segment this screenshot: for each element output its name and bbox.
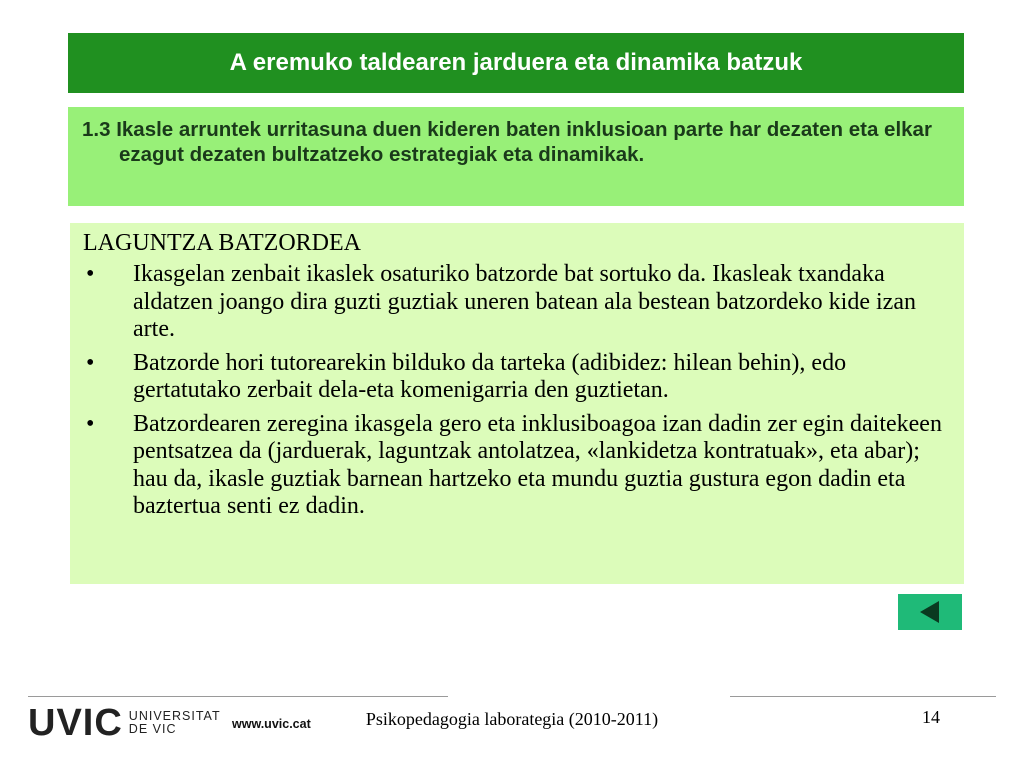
footer-divider-left: [28, 696, 448, 697]
bullet-icon: •: [86, 410, 95, 437]
content-box: [70, 223, 964, 584]
bullet-list: [83, 261, 944, 521]
bullet-icon: •: [86, 261, 95, 287]
section-subtitle-box: [68, 107, 964, 206]
page-number: 14: [922, 707, 940, 727]
logo-text: [129, 710, 221, 736]
bullet-text: Batzordearen zeregina ikasgela gero eta inklusiboagoa izan dadin zer egin daitekeen pentsatzea da (jarduerak, laguntzak antolatzea, «lankidetza kontratuak», eta abar); hau da, ikasle guztiak barnean hartzeko eta mundu guztia gustura egon dadin eta baztertua senti ez dadin.: [133, 410, 942, 519]
logo-mark: UVIC: [28, 702, 123, 744]
triangle-left-icon: [917, 599, 943, 625]
bullet-item: [83, 350, 944, 405]
bullet-item: [83, 261, 944, 344]
logo-line-1: UNIVERSITAT: [128, 709, 221, 723]
bullet-item: [83, 411, 944, 521]
footer-divider-right: [730, 696, 996, 697]
uvic-logo: [28, 704, 221, 742]
bullet-text: Batzorde hori tutorearekin bilduko da tarteka (adibidez: hilean behin), edo gertatutako zerbait dela-eta komenigarria den guztietan.: [133, 349, 847, 403]
previous-slide-button[interactable]: [898, 594, 962, 630]
course-label: Psikopedagogia laborategia (2010-2011): [365, 709, 659, 729]
content-heading: LAGUNTZA BATZORDEA: [83, 230, 361, 256]
slide-title-bar: [68, 33, 964, 93]
website-link[interactable]: www.uvic.cat: [232, 717, 311, 731]
section-subtitle: 1.3 Ikasle arruntek urritasuna duen kideren baten inklusioan parte har dezaten eta elkar ezagut dezaten bultzatzeko estrategiak eta dinamikak.: [82, 118, 932, 166]
bullet-icon: •: [86, 349, 95, 376]
bullet-text: Ikasgelan zenbait ikaslek osaturiko batzorde bat sortuko da. Ikasleak txandaka aldatzen joango dira guzti guztiak uneren batean ala bestean batzordeko kide izan arte.: [133, 261, 916, 342]
slide-title: A eremuko taldearen jarduera eta dinamika batzuk: [229, 49, 803, 76]
logo-line-2: DE VIC: [128, 722, 177, 736]
